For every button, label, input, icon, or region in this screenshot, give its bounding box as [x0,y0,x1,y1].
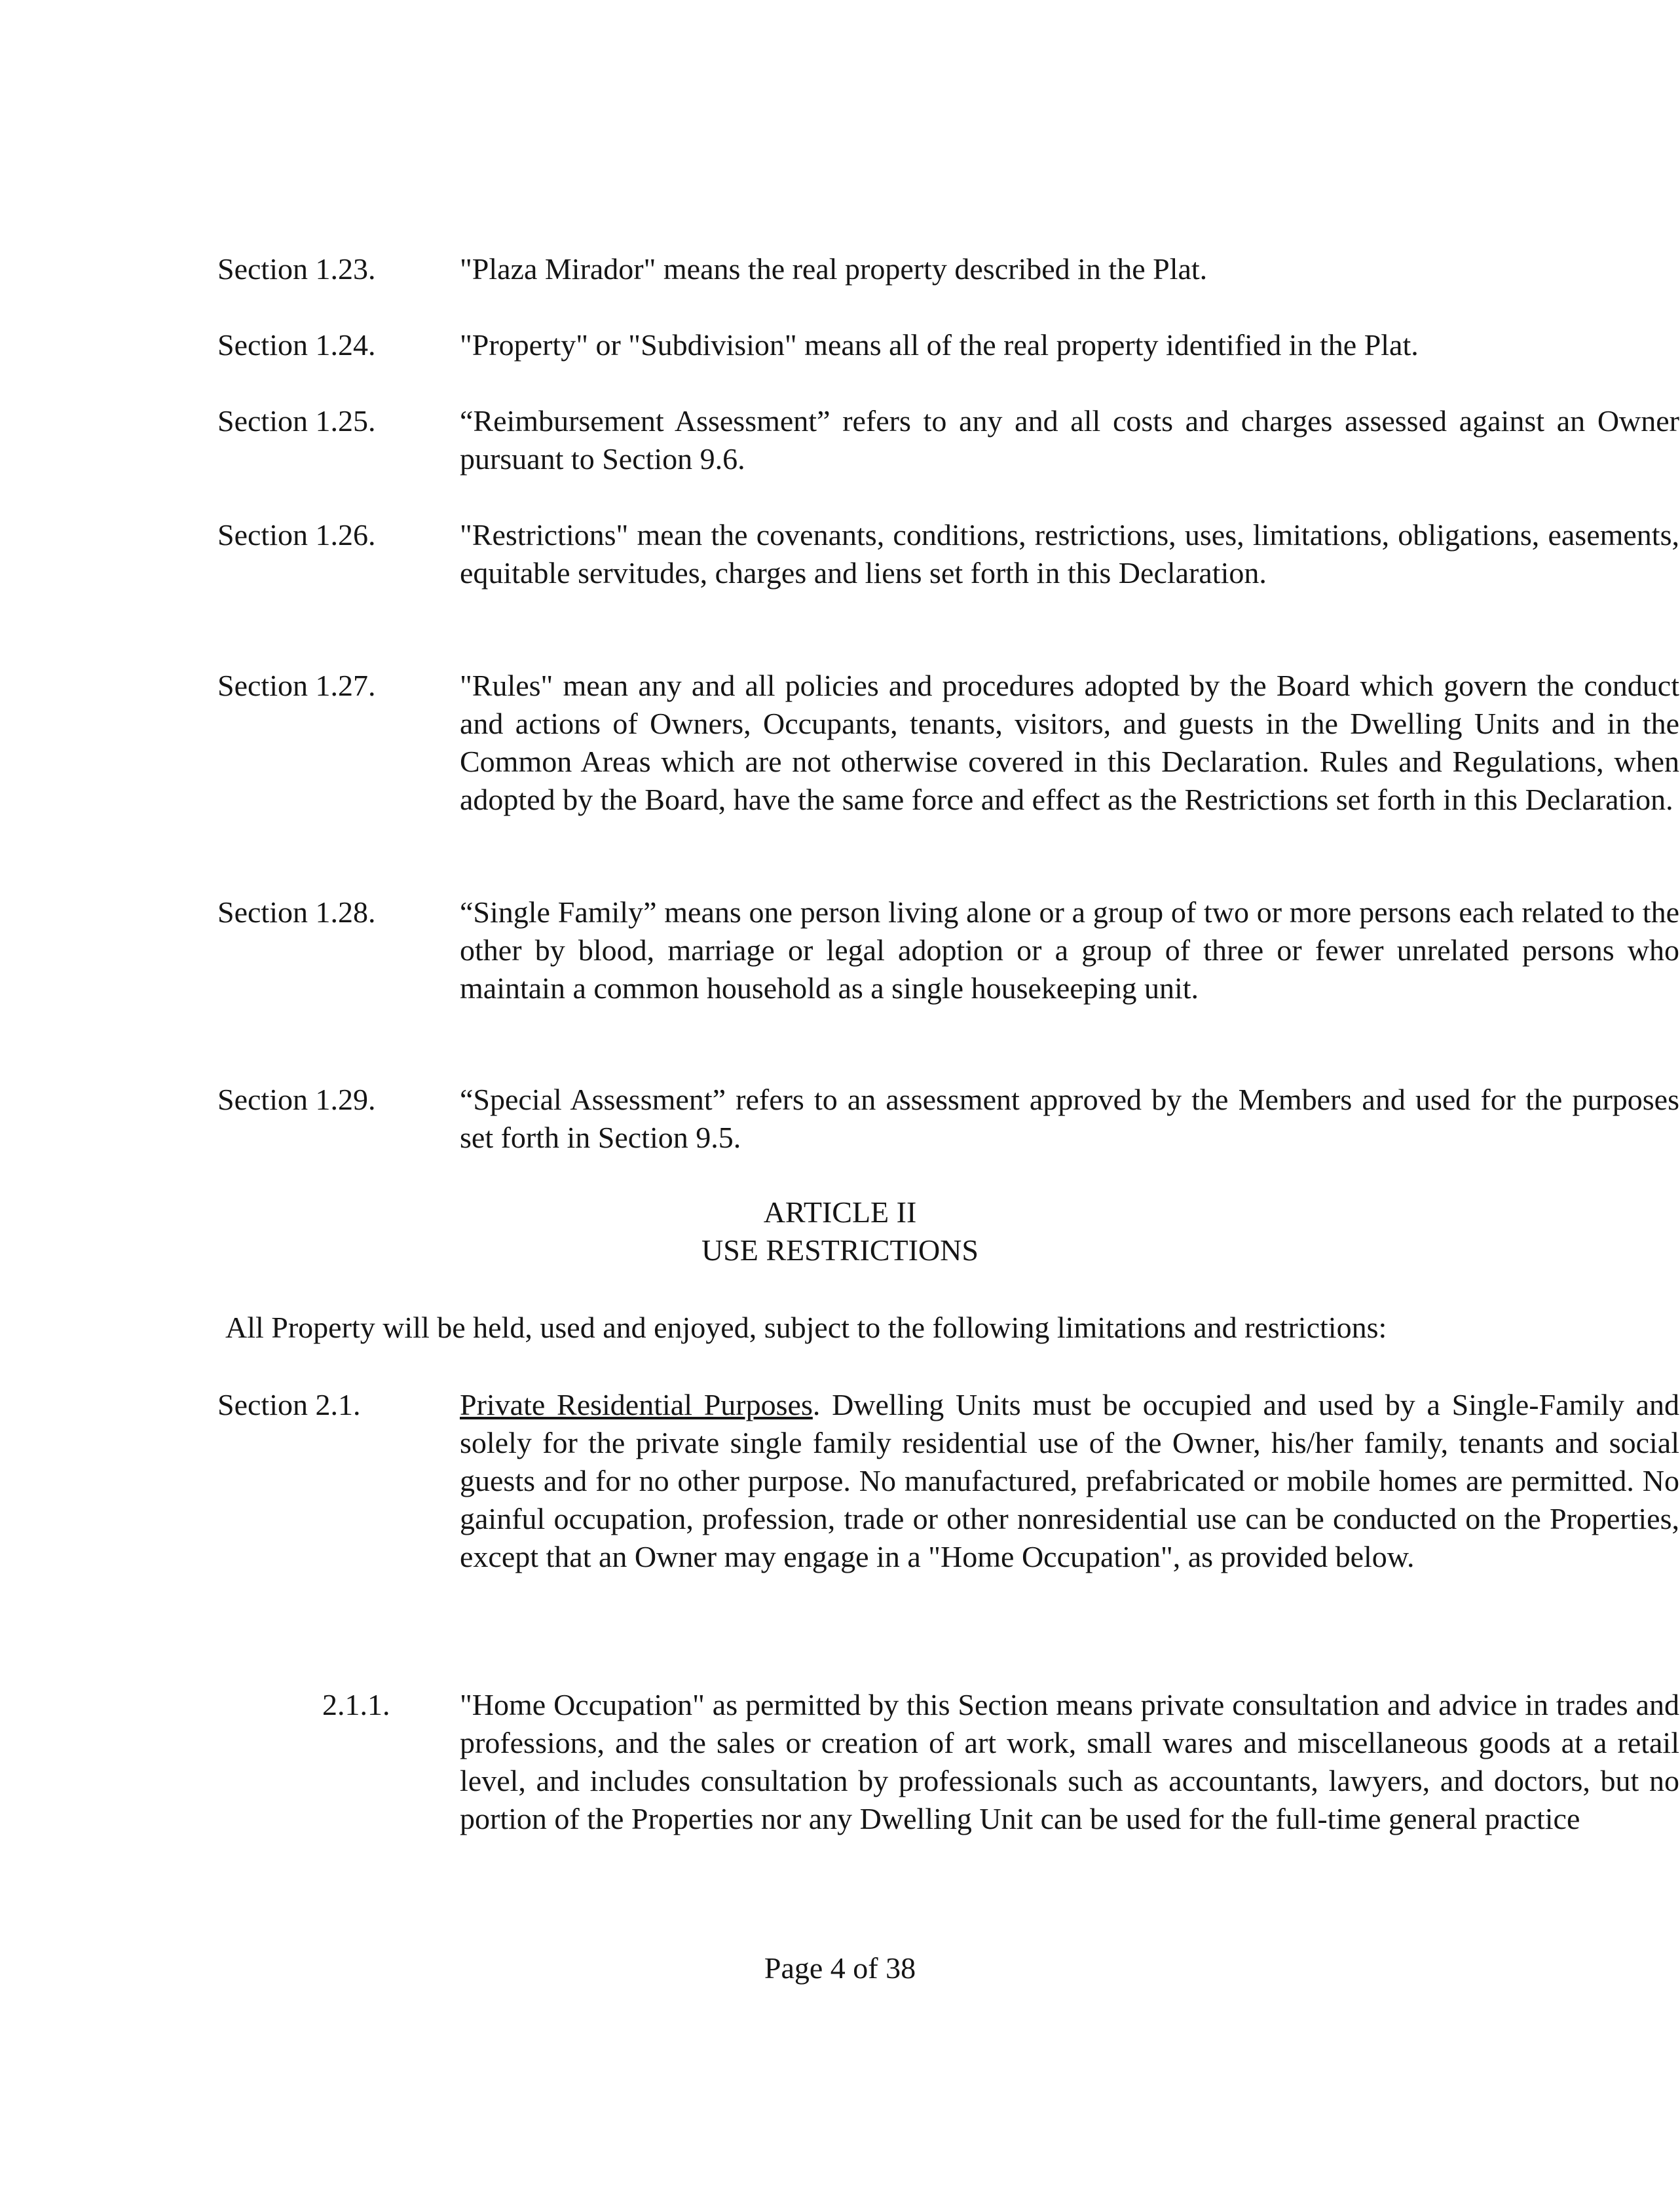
section-text: “Reimbursement Assessment” refers to any and all costs and charges assessed against an Owner pursuant to Section 9.6. [460,404,1679,476]
section-label: Section 1.23. [217,252,376,286]
article-title: USE RESTRICTIONS [701,1233,979,1267]
section-text: “Single Family” means one person living alone or a group of two or more persons each related to the other by blood, marriage or legal adoption or a group of three or fewer unrelated persons who maintain a common household as a single housekeeping unit. [460,895,1679,1005]
section-text: “Special Assessment” refers to an assessment approved by the Members and used for the purposes set forth in Section 9.5. [460,1083,1679,1154]
subsection-label: 2.1.1. [322,1688,390,1721]
section-text: "Restrictions" mean the covenants, conditions, restrictions, uses, limitations, obligations, easements, equitable servitudes, charges and liens set forth in this Declaration. [460,518,1679,590]
section-text: "Rules" mean any and all policies and procedures adopted by the Board which govern the conduct and actions of Owners, Occupants, tenants, visitors, and guests in the Dwelling Units and in the Common Areas which are not otherwise covered in this Declaration. Rules and Regulations, when adopted by the Board, have the same force and effect as the Restrictions set forth in this Declaration. [460,669,1679,816]
section-label: Section 1.25. [217,404,376,438]
article-number: ARTICLE II [763,1195,917,1229]
section-label: Section 1.26. [217,518,376,552]
page-number: Page 4 of 38 [764,1951,916,1985]
section-label: Section 1.29. [217,1083,376,1116]
section-label: Section 1.28. [217,895,376,929]
section-text [460,1386,1679,1576]
section-label: Section 1.27. [217,669,376,702]
section-label: Section 2.1. [217,1388,361,1421]
article-intro: All Property will be held, used and enjoyed, subject to the following limitations and restrictions: [225,1311,1387,1344]
subsection-text: "Home Occupation" as permitted by this Section means private consultation and advice in trades and professions, and the sales or creation of art work, small wares and miscellaneous goods at a retail level, and includes consultation by professionals such as accountants, lawyers, and doctors, but no portion of the Properties nor any Dwelling Unit can be used for the full-time general practice [460,1688,1679,1835]
section-body: . Dwelling Units must be occupied and used by a Single-Family and solely for the private single family residential use of the Owner, his/her family, tenants and social guests and for no other purpose. No manufactured, prefabricated or mobile homes are permitted. No gainful occupation, profession, trade or other nonresidential use can be conducted on the Properties, except that an Owner may engage in a "Home Occupation", as provided below. [460,1388,1679,1573]
section-label: Section 1.24. [217,328,376,362]
section-heading: Private Residential Purposes [460,1388,813,1421]
section-text: "Plaza Mirador" means the real property described in the Plat. [460,252,1208,286]
section-text: "Property" or "Subdivision" means all of the real property identified in the Plat. [460,328,1419,362]
